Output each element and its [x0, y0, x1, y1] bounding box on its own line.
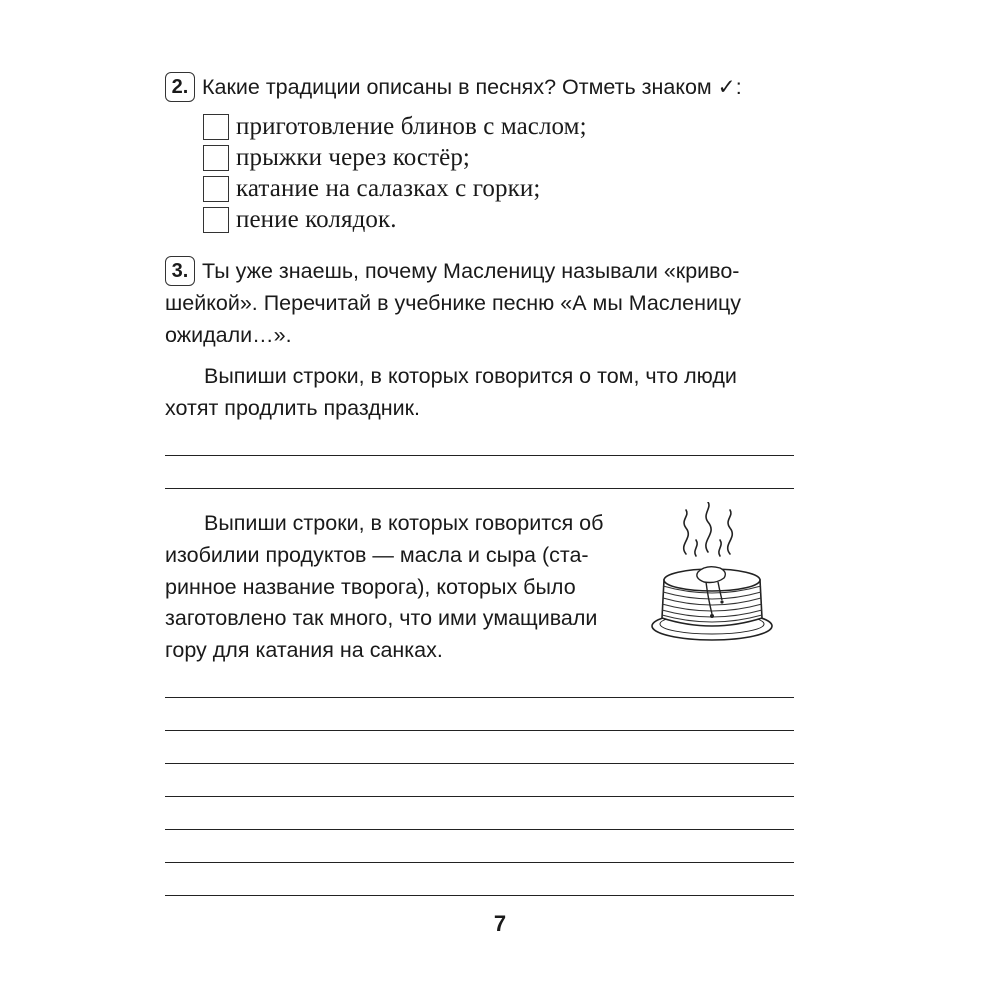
task-3-intro-line-1: Ты уже знаешь, почему Масленицу называли «криво-	[202, 259, 740, 283]
task-2-question: Какие традиции описаны в песнях? Отметь знаком ✓:	[202, 75, 742, 99]
task-2-option-3[interactable]	[203, 174, 540, 204]
task-3-prompt-1-line-1: Выпиши строки, в которых говорится о том, что люди	[204, 364, 737, 388]
answer-line[interactable]	[165, 829, 794, 830]
task-2-option-4[interactable]	[203, 205, 397, 235]
answer-line[interactable]	[165, 895, 794, 896]
answer-line[interactable]	[165, 455, 794, 456]
answer-line[interactable]	[165, 862, 794, 863]
task-3-prompt-2-line-2: изобилии продуктов — масла и сыра (ста-	[165, 543, 589, 567]
task-3-prompt-2-line-3: ринное название творога), которых было	[165, 575, 576, 599]
pancake-stack-icon	[646, 502, 776, 652]
option-label: приготовление блинов с маслом;	[236, 113, 587, 140]
answer-line[interactable]	[165, 697, 794, 698]
task-2-option-1[interactable]	[203, 112, 587, 142]
checkbox[interactable]	[203, 176, 229, 202]
answer-line[interactable]	[165, 730, 794, 731]
checkbox[interactable]	[203, 207, 229, 233]
task-3-intro-line-3: ожидали…».	[165, 323, 292, 347]
task-3-prompt-2-line-4: заготовлено так много, что ими умащивали	[165, 606, 598, 630]
answer-line[interactable]	[165, 488, 794, 489]
option-label: пение колядок.	[236, 206, 397, 233]
page-number: 7	[493, 911, 507, 936]
option-label: катание на салазках с горки;	[236, 175, 541, 202]
task-3-prompt-1-line-2: хотят продлить праздник.	[165, 396, 421, 420]
task-2-option-2[interactable]	[203, 143, 470, 173]
task-3-prompt-2-line-1: Выпиши строки, в которых говорится об	[204, 511, 604, 535]
task-2-number: 2.	[165, 72, 195, 102]
checkbox[interactable]	[203, 145, 229, 171]
checkbox[interactable]	[203, 114, 229, 140]
answer-line[interactable]	[165, 796, 794, 797]
task-3-prompt-2-line-5: гору для катания на санках.	[165, 638, 443, 662]
task-3-intro-line-2: шейкой». Перечитай в учебнике песню «А мы Масленицу	[165, 291, 742, 315]
answer-line[interactable]	[165, 763, 794, 764]
option-label: прыжки через костёр;	[236, 144, 470, 171]
task-3-number: 3.	[165, 256, 195, 286]
